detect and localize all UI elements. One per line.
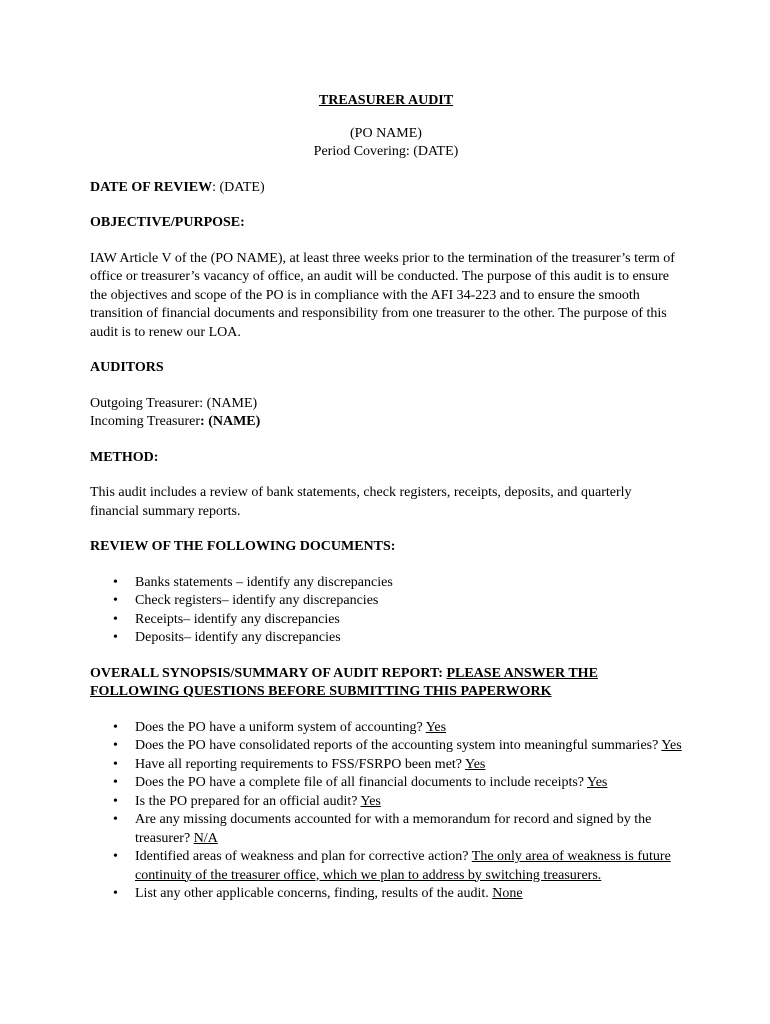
- answer-text: None: [492, 886, 523, 901]
- bullet-icon: •: [113, 611, 118, 627]
- question-text: List any other applicable concerns, finding, results of the audit.: [135, 886, 493, 901]
- question-text: Have all reporting requirements to FSS/FSRPO been met?: [135, 756, 465, 772]
- list-item: [113, 885, 682, 904]
- list-item: [113, 774, 682, 793]
- synopsis-heading: [90, 665, 682, 702]
- question-text: Is the PO prepared for an official audit?: [135, 793, 361, 809]
- list-item: [113, 848, 682, 885]
- bullet-icon: •: [113, 574, 118, 590]
- bullet-icon: •: [113, 812, 118, 827]
- answer-text: Yes: [360, 793, 381, 809]
- review-heading: REVIEW OF THE FOLLOWING DOCUMENTS:: [90, 539, 396, 554]
- answer-text: Yes: [465, 756, 486, 772]
- list-item: [113, 719, 682, 738]
- incoming-treasurer-value: : (NAME): [200, 414, 261, 429]
- date-of-review-label: DATE OF REVIEW: [90, 179, 213, 195]
- period-covering: Period Covering: (DATE): [313, 144, 459, 159]
- list-item: [113, 811, 682, 848]
- answer-text: N/A: [193, 830, 218, 846]
- answer-text: Yes: [425, 719, 447, 735]
- auditors-heading: AUDITORS: [90, 360, 164, 375]
- synopsis-heading-underlined: PLEASE ANSWER THE FOLLOWING QUESTIONS BEFORE SUBMITTING THIS PAPERWORK: [90, 665, 598, 699]
- bullet-icon: •: [113, 886, 118, 901]
- list-item: [113, 793, 682, 812]
- list-item: • Check registers– identify any discrepancies: [135, 592, 682, 611]
- bullet-icon: •: [113, 793, 118, 809]
- bullet-icon: •: [113, 719, 118, 735]
- answer-text: Yes: [587, 775, 608, 790]
- synopsis-question-list: [90, 719, 682, 904]
- bullet-icon: •: [113, 738, 118, 753]
- question-text: Does the PO have a complete file of all financial documents to include receipts?: [135, 775, 587, 790]
- objective-text: IAW Article V of the (PO NAME), at least three weeks prior to the termination of the treasurer’s term of office or treasurer’s vacancy of office, an audit will be conducted. The purpose of this audit is to ensure the objectives and scope of the PO is in compliance with the AFI 34-223 and to ensure the smooth transition of financial documents and responsibility from one treasurer to the other. The purpose of this audit is to renew our LOA.: [90, 250, 675, 340]
- bullet-icon: •: [113, 775, 118, 790]
- list-item: • Deposits– identify any discrepancies: [135, 629, 682, 648]
- po-name: (PO NAME): [350, 125, 422, 141]
- incoming-treasurer: [90, 413, 682, 432]
- question-text: Does the PO have consolidated reports of the accounting system into meaningful summaries?: [135, 738, 662, 753]
- method-heading: METHOD:: [90, 449, 159, 465]
- question-text: Identified areas of weakness and plan for corrective action?: [135, 849, 472, 864]
- date-of-review-value: : (DATE): [212, 179, 265, 195]
- synopsis-heading-plain: OVERALL SYNOPSIS/SUMMARY OF AUDIT REPORT:: [90, 665, 447, 681]
- method-text: This audit includes a review of bank statements, check registers, receipts, deposits, and quarterly financial summary reports.: [90, 485, 632, 519]
- bullet-icon: •: [113, 593, 118, 608]
- bullet-icon: •: [113, 849, 118, 864]
- document-page: [90, 92, 682, 904]
- list-item: • Receipts– identify any discrepancies: [135, 611, 682, 630]
- objective-heading: OBJECTIVE/PURPOSE:: [90, 215, 245, 230]
- answer-text: Yes: [661, 738, 682, 753]
- outgoing-treasurer: Outgoing Treasurer: (NAME): [90, 395, 258, 411]
- question-text: Does the PO have a uniform system of accounting?: [135, 719, 426, 735]
- document-title: TREASURER AUDIT: [318, 93, 454, 108]
- bullet-icon: •: [113, 756, 118, 772]
- review-list: [90, 574, 682, 648]
- list-item: [113, 756, 682, 775]
- bullet-icon: •: [113, 630, 118, 645]
- list-item: [113, 737, 682, 756]
- incoming-treasurer-label: Incoming Treasurer: [90, 414, 201, 429]
- answer-text: The only area of weakness is future continuity of the treasurer office, which we plan to address by switching treasurers.: [135, 849, 671, 883]
- list-item: • Banks statements – identify any discrepancies: [135, 574, 682, 593]
- date-of-review: [90, 179, 682, 198]
- question-text: Are any missing documents accounted for with a memorandum for record and signed by the treasurer?: [135, 812, 652, 846]
